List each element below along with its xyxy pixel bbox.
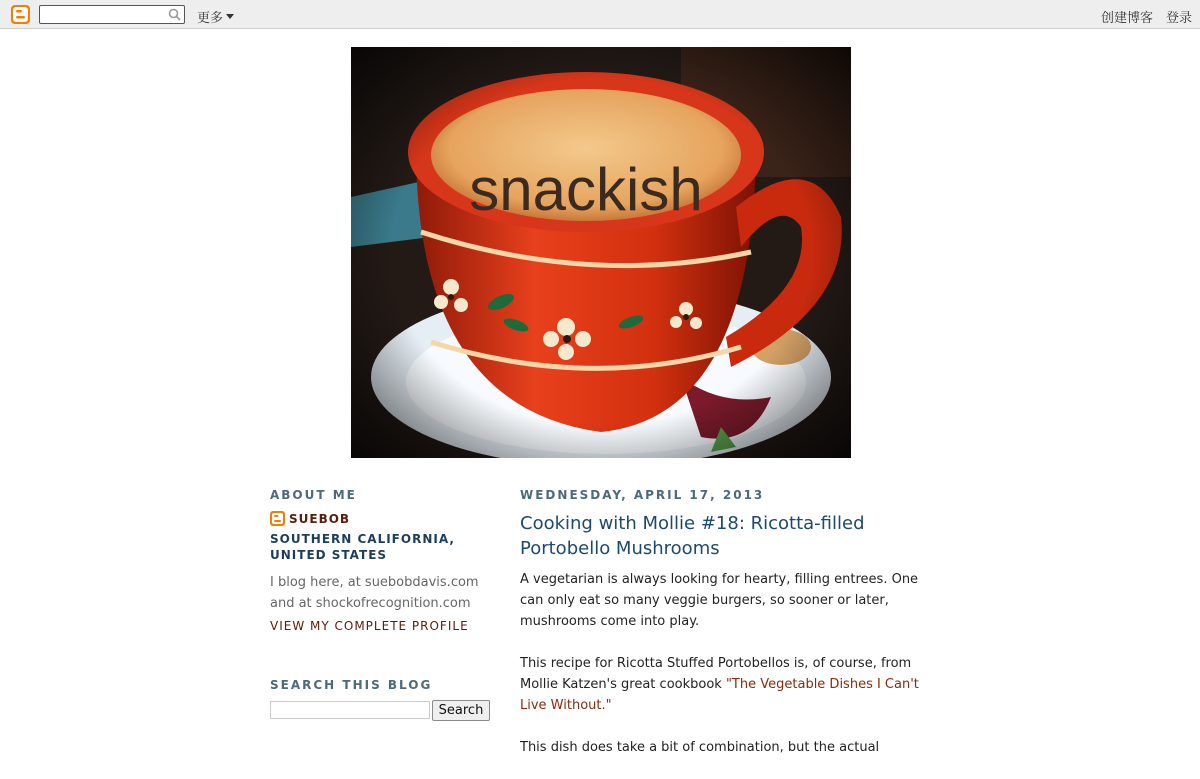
post-title[interactable]: Cooking with Mollie #18: Ricotta-filled Portobello Mushrooms bbox=[520, 513, 865, 559]
navbar-search-box[interactable] bbox=[39, 5, 185, 24]
blog-title: snackish bbox=[469, 156, 703, 223]
post-paragraph: A vegetarian is always looking for hearty, filling entrees. One can only eat so many veggie burgers, so sooner or later, mushrooms come into play. bbox=[520, 572, 919, 629]
profile-location: SOUTHERN CALIFORNIA, UNITED STATES bbox=[270, 532, 455, 562]
profile-name-link[interactable] bbox=[270, 511, 490, 526]
header-photo bbox=[351, 47, 851, 458]
post-date: WEDNESDAY, APRIL 17, 2013 bbox=[520, 488, 765, 502]
login-link[interactable]: 登录 bbox=[1165, 11, 1192, 26]
search-icon[interactable] bbox=[168, 8, 181, 21]
caret-down-icon bbox=[226, 14, 234, 19]
post-paragraph bbox=[520, 653, 930, 716]
blogger-profile-icon bbox=[270, 511, 285, 526]
navbar-search-input[interactable] bbox=[42, 7, 162, 22]
create-blog-link[interactable]: 创建博客 bbox=[1100, 11, 1153, 26]
search-blog-heading: SEARCH THIS BLOG bbox=[270, 678, 433, 692]
blogger-navbar bbox=[0, 0, 1200, 29]
post-paragraph: This dish does take a bit of combination, but the actual bbox=[520, 740, 880, 755]
header-image[interactable] bbox=[351, 47, 851, 458]
more-menu[interactable] bbox=[197, 7, 234, 26]
blog-search-input[interactable] bbox=[270, 701, 430, 719]
post-column bbox=[520, 488, 930, 779]
more-menu-label: 更多 bbox=[197, 11, 224, 26]
blog-search-button[interactable]: Search bbox=[432, 700, 490, 721]
cookbook-link[interactable]: "The Vegetable Dishes I Can't Live Without." bbox=[520, 677, 919, 713]
blogger-logo-icon[interactable] bbox=[11, 5, 30, 24]
view-profile-link[interactable]: VIEW MY COMPLETE PROFILE bbox=[270, 619, 469, 633]
post-text: This recipe for Ricotta Stuffed Portobellos is, of course, from Mollie Katzen's great cookbook bbox=[520, 656, 912, 692]
about-me-heading: ABOUT ME bbox=[270, 488, 357, 502]
profile-name: SUEBOB bbox=[289, 511, 351, 526]
profile-description: I blog here, at suebobdavis.com and at shockofrecognition.com bbox=[270, 575, 479, 611]
post-body bbox=[520, 569, 930, 758]
sidebar bbox=[270, 488, 490, 633]
